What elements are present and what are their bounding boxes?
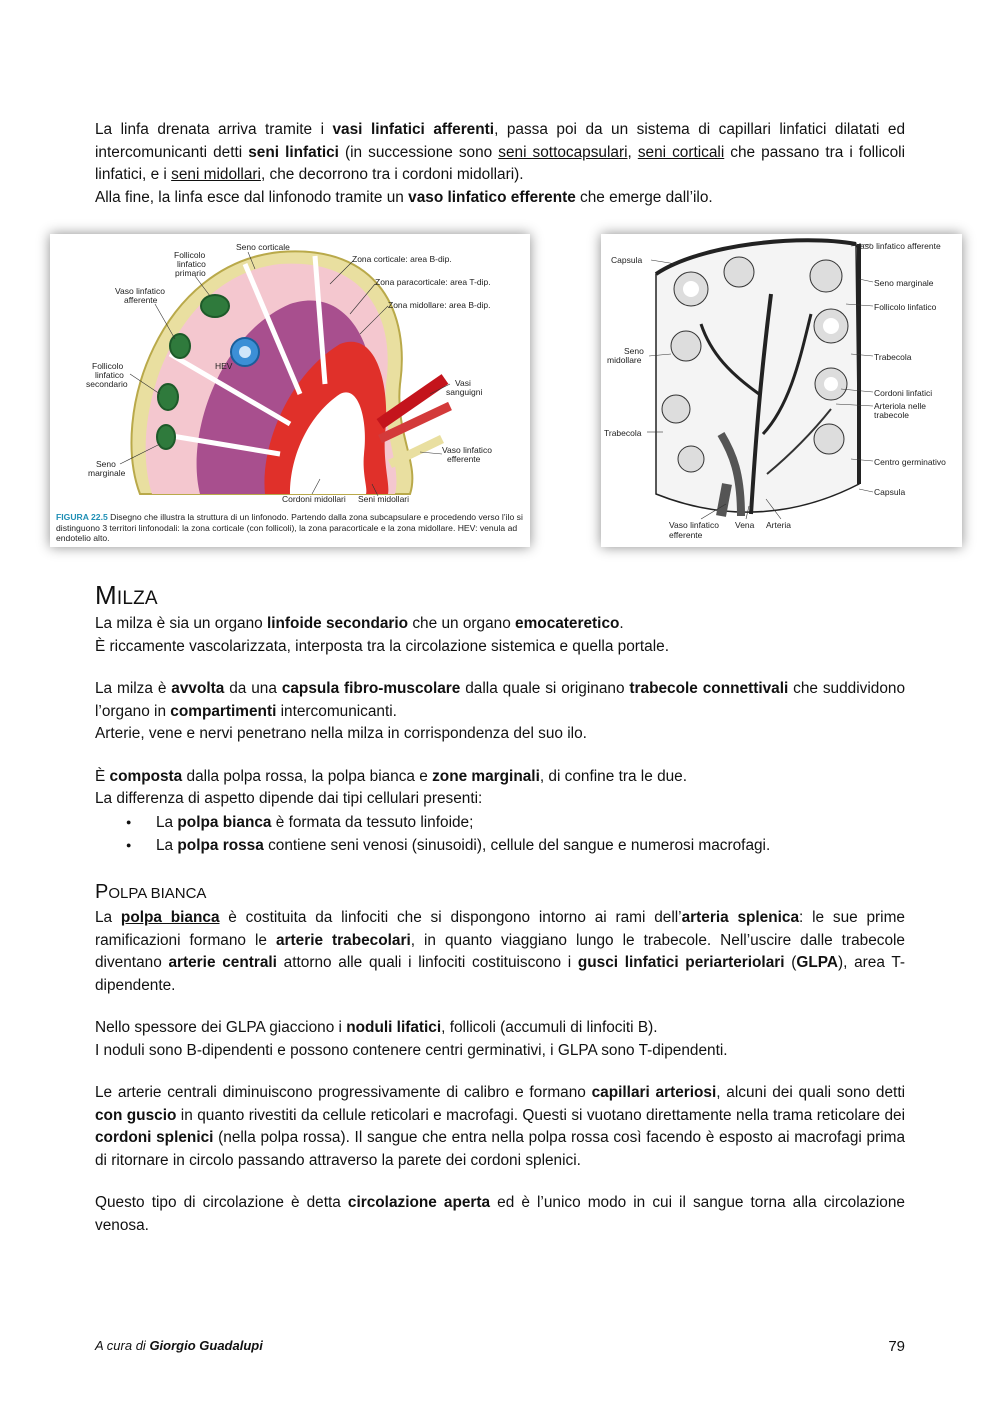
intro-paragraph: La linfa drenata arriva tramite i vasi linfatici afferenti, passa poi da un sistema di capillari linfatici dilatati ed intercomunicanti detti seni linfatici (in successione sono seni sottocapsulari, seni corticali che passano tra i follicoli linfatici, e i seni midollari, che decorrono tra i cordoni midollari).	[95, 121, 906, 183]
label-seno-marginale-r: Seno marginale	[874, 278, 934, 288]
label-seno-marginale-2: marginale	[88, 468, 126, 478]
milza-heading: MILZA	[95, 580, 158, 610]
label-follicolo-primario-3: primario	[175, 268, 206, 278]
label-seno-midollare-2: midollare	[607, 355, 642, 365]
label-hev: HEV	[215, 361, 233, 371]
label-vasi-sanguigni-1: Vasi	[455, 378, 471, 388]
intro-section	[95, 119, 905, 209]
page-number: 79	[888, 1338, 905, 1355]
polpa-paragraph-1: La polpa bianca è costituita da linfociti che si dispongono intorno ai rami dell’arteria splenica: le sue prime ramificazioni formano le arterie trabecolari, in quanto viaggiano lungo le trabecole. Nell’uscire dalle trabecole diventano arterie centrali attorno alle quali i linfociti costituiscono i gusci linfatici periarteriolari (GLPA), area T-dipendente.	[95, 909, 905, 994]
label-vaso-efferente-r2: efferente	[669, 530, 703, 540]
label-arteriola-2: trabecole	[874, 410, 909, 420]
label-follicolo-primario-1: Follicolo	[174, 250, 206, 260]
milza-paragraph-2b: Arterie, vene e nervi penetrano nella milza in corrispondenza del suo ilo.	[95, 725, 587, 742]
milza-section	[95, 580, 905, 858]
label-centro: Centro germinativo	[874, 457, 946, 467]
label-follicolo-secondario-3: secondario	[86, 379, 128, 389]
label-follicolo-secondario-2: linfatico	[95, 370, 124, 380]
label-arteria: Arteria	[766, 520, 792, 530]
lymph-node-figure	[50, 234, 530, 547]
label-capsula-top: Capsula	[611, 255, 643, 265]
label-vasi-sanguigni-2: sanguigni	[446, 387, 483, 397]
intro-paragraph-2: Alla fine, la linfa esce dal linfonodo tramite un vaso linfatico efferente che emerge dall’ilo.	[95, 188, 713, 206]
milza-list	[95, 811, 905, 858]
label-zona-corticale: Zona corticale: area B-dip.	[352, 254, 452, 264]
label-vaso-afferente-1: Vaso linfatico	[115, 286, 165, 296]
polpa-paragraph-2: Nello spessore dei GLPA giacciono i noduli lifatici, follicoli (accumuli di linfociti B). I noduli sono B-dipendenti e possono contenere centri germinativi, i GLPA sono T-dipendenti.	[95, 1019, 728, 1059]
label-vaso-afferente-r: Vaso linfatico afferente	[855, 241, 941, 251]
polpa-bianca-section	[95, 881, 905, 1237]
label-arteriola-1: Arteriola nelle	[874, 401, 926, 411]
label-cordoni-midollari: Cordoni midollari	[282, 494, 346, 504]
label-zona-midollare: Zona midollare: area B-dip.	[388, 300, 491, 310]
histology-figure	[601, 234, 962, 547]
label-seno-corticale: Seno corticale	[236, 242, 290, 252]
label-seno-midollare-1: Seno	[624, 346, 644, 356]
label-zona-paracorticale: Zona paracorticale: area T-dip.	[375, 277, 491, 287]
lymph-node-diagram	[50, 234, 530, 506]
milza-paragraph-2: La milza è avvolta da una capsula fibro-muscolare dalla quale si originano trabecole connettivali che suddividono l’organo in compartimenti intercomunicanti.	[95, 680, 906, 720]
polpa-bianca-heading: POLPA BIANCA	[95, 881, 207, 903]
label-trabecola-right: Trabecola	[874, 352, 912, 362]
polpa-paragraph-4: Questo tipo di circolazione è detta circolazione aperta ed è l’unico modo in cui il sangue torna alla circolazione venosa.	[95, 1194, 905, 1234]
label-seni-midollari: Seni midollari	[358, 494, 410, 504]
label-follicolo-primario-2: linfatico	[177, 259, 206, 269]
list-item: ● La polpa rossa contiene seni venosi (sinusoidi), cellule del sangue e numerosi macrofagi.	[95, 834, 905, 858]
polpa-paragraph-3: Le arterie centrali diminuiscono progressivamente di calibro e formano capillari arteriosi, alcuni dei quali sono detti con guscio in quanto rivestiti da cellule reticolari e macrofagi. Questi si vuotano direttamente nella trama reticolare dei cordoni splenici (nella polpa rossa). Il sangue che entra nella polpa rossa così facendo è esposto ai macrofagi prima di ritornare in circolo passando attraverso la parete dei cordoni splenici.	[95, 1084, 906, 1169]
label-vaso-efferente-2: efferente	[447, 454, 481, 464]
label-cordoni-r: Cordoni linfatici	[874, 388, 933, 398]
footer-author: A cura di Giorgio Guadalupi	[95, 1338, 263, 1353]
milza-paragraph-3: È composta dalla polpa rossa, la polpa bianca e zone marginali, di confine tra le due. La differenza di aspetto dipende dai tipi cellulari presenti:	[95, 767, 688, 807]
label-trabecola-left: Trabecola	[604, 428, 642, 438]
label-vaso-afferente-2: afferente	[124, 295, 158, 305]
label-follicolo-r: Follicolo linfatico	[874, 302, 937, 312]
label-seno-marginale-1: Seno	[96, 459, 116, 469]
label-vena: Vena	[735, 520, 755, 530]
label-vaso-efferente-1: Vaso linfatico	[442, 445, 492, 455]
milza-paragraph-1: La milza è sia un organo linfoide secondario che un organo emocateretico. È riccamente vascolarizzata, interposta tra la circolazione sistemica e quella portale.	[95, 615, 669, 655]
histology-diagram	[601, 234, 962, 547]
label-capsula-bottom: Capsula	[874, 487, 906, 497]
figure-caption: FIGURA 22.5 Disegno che illustra la struttura di un linfonodo. Partendo dalla zona subcapsulare e procedendo verso l’ilo si distinguono 3 territori linfonodali: la zona corticale (con follicoli), la zona paracorticale e la zona midollare. HEV: venula ad endotelio alto.	[56, 512, 523, 543]
label-follicolo-secondario-1: Follicolo	[92, 361, 124, 371]
list-item: ● La polpa bianca è formata da tessuto linfoide;	[95, 811, 905, 835]
label-vaso-efferente-r1: Vaso linfatico	[669, 520, 719, 530]
